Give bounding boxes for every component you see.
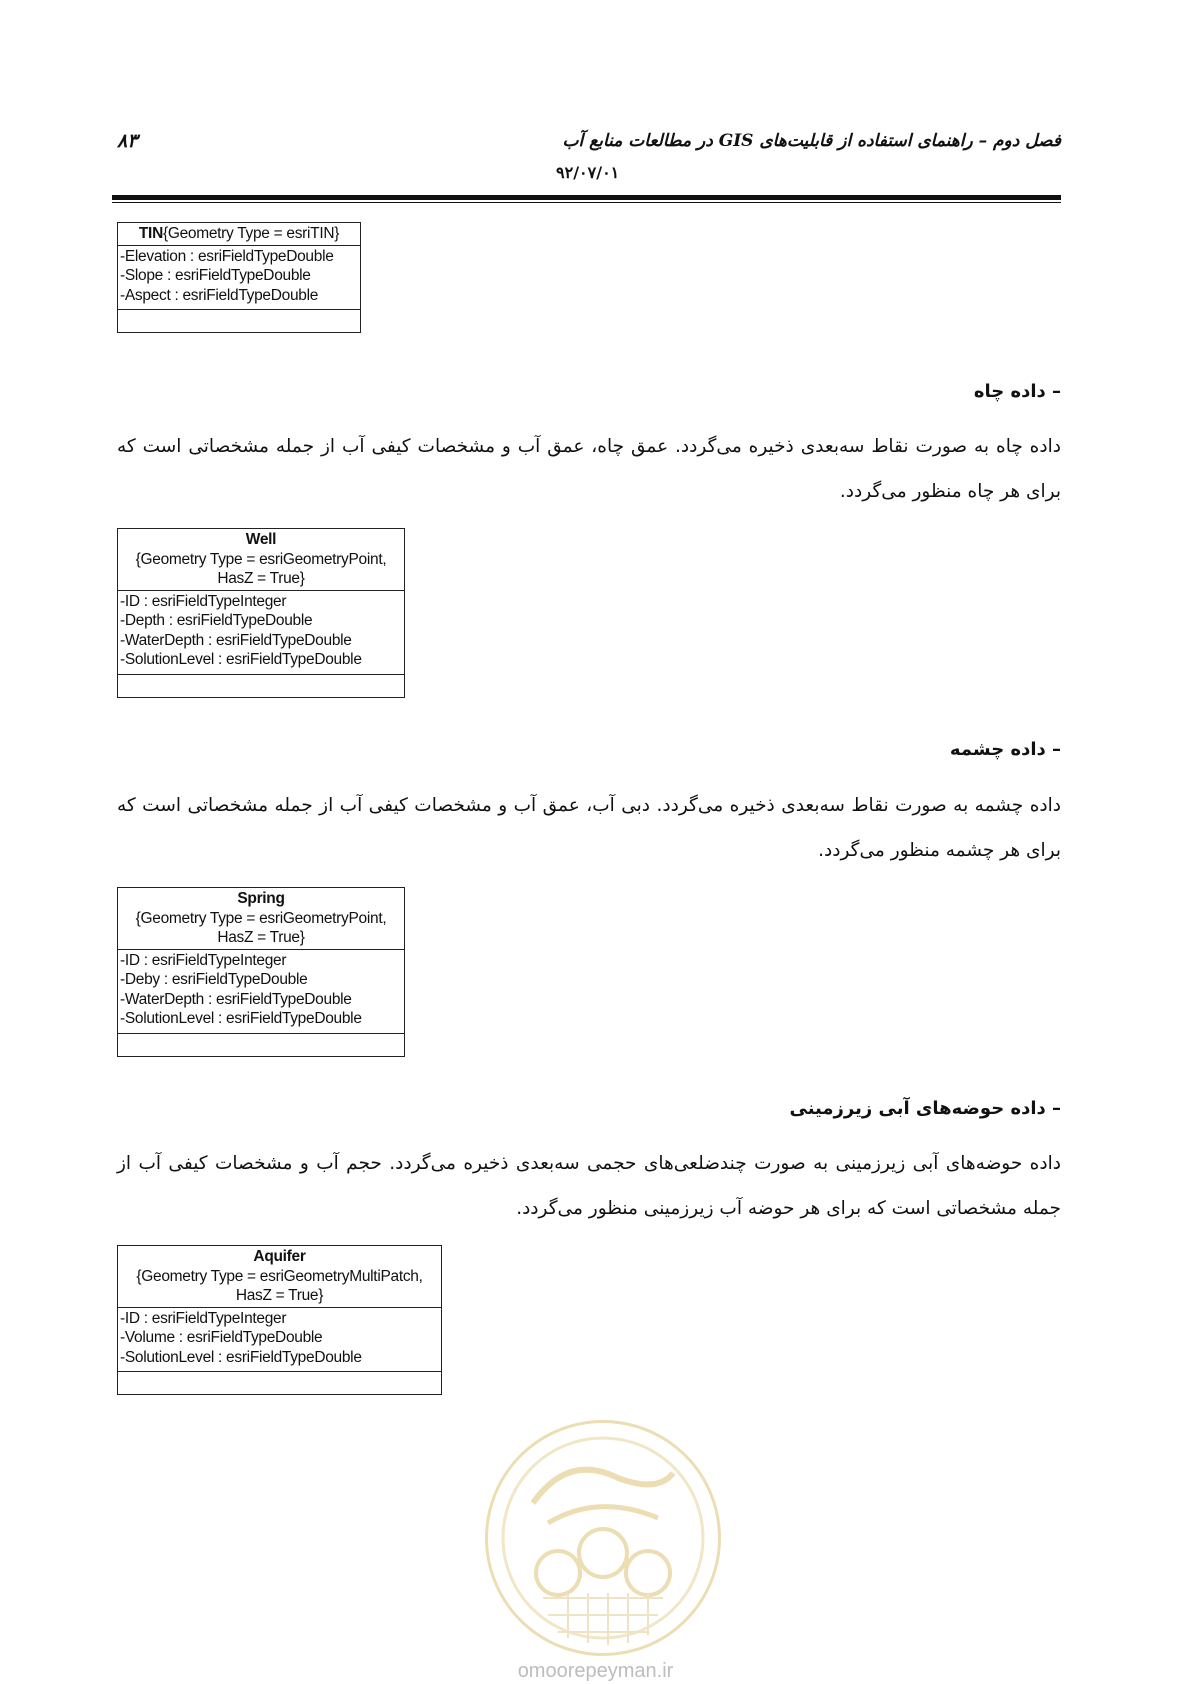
header-rule-thin bbox=[112, 202, 1061, 203]
well-paragraph: داده چاه به صورت نقاط سه‌بعدی ذخیره می‌گردد. عمق چاه، عمق آب و مشخصات کیفی آب از جمله مشخصاتی است که برای هر چاه منظور می‌گردد. bbox=[117, 436, 1061, 502]
well-class-header bbox=[118, 529, 404, 591]
spring-class-name: Spring bbox=[237, 890, 285, 907]
tin-class-geometry: {Geometry Type = esriTIN} bbox=[162, 225, 340, 242]
well-attribute: -SolutionLevel : esriFieldTypeDouble bbox=[120, 651, 362, 668]
spring-attribute: -ID : esriFieldTypeInteger bbox=[120, 951, 287, 969]
well-attribute: -Depth : esriFieldTypeDouble bbox=[120, 612, 313, 629]
watermark-seal bbox=[485, 1420, 721, 1656]
aquifer-attribute: -Volume : esriFieldTypeDouble bbox=[120, 1329, 323, 1346]
watermark-text: omoorepeyman.ir bbox=[517, 1660, 674, 1682]
header-rule-thick bbox=[112, 195, 1061, 200]
well-operations bbox=[118, 675, 404, 697]
well-class-geometry-line2: HasZ = True} bbox=[217, 570, 305, 587]
page-number: ۸۳ bbox=[117, 130, 138, 152]
header-date: ۹۲/۰۷/۰۱ bbox=[556, 163, 620, 182]
spring-paragraph: داده چشمه به صورت نقاط سه‌بعدی ذخیره می‌گردد. دبی آب، عمق آب و مشخصات کیفی آب از جمله مشخصاتی است که برای هر چشمه منظور می‌گردد. bbox=[117, 795, 1061, 861]
tin-attributes bbox=[118, 246, 360, 311]
spring-class-geometry-line2: HasZ = True} bbox=[217, 929, 305, 946]
watermark-seal-icon bbox=[488, 1423, 718, 1653]
tin-attribute: -Aspect : esriFieldTypeDouble bbox=[120, 286, 319, 304]
header-title: فصل دوم – راهنمای استفاده از قابلیت‌های GIS در مطالعات منابع آب bbox=[562, 131, 1061, 151]
well-attribute: -ID : esriFieldTypeInteger bbox=[120, 592, 287, 610]
spring-attributes bbox=[118, 950, 404, 1034]
aquifer-attribute: -ID : esriFieldTypeInteger bbox=[120, 1309, 287, 1327]
tin-class-name: TIN bbox=[138, 225, 163, 242]
aquifer-class-name: Aquifer bbox=[253, 1248, 306, 1265]
spring-class-header bbox=[118, 888, 404, 950]
well-class-name: Well bbox=[245, 531, 277, 548]
aquifer-class-geometry-line1: {Geometry Type = esriGeometryMultiPatch, bbox=[136, 1267, 423, 1285]
aquifer-class-box bbox=[117, 1245, 442, 1395]
tin-class-box bbox=[117, 222, 361, 333]
aquifer-operations bbox=[118, 1372, 441, 1394]
tin-operations bbox=[118, 310, 360, 332]
spring-class-geometry-line1: {Geometry Type = esriGeometryPoint, bbox=[135, 909, 387, 927]
aquifer-heading: – داده حوضه‌های آبی زیرزمینی bbox=[789, 1098, 1061, 1119]
spring-class-box bbox=[117, 887, 405, 1057]
well-class-geometry-line1: {Geometry Type = esriGeometryPoint, bbox=[135, 550, 387, 568]
spring-heading: – داده چشمه bbox=[949, 739, 1061, 760]
well-attributes bbox=[118, 591, 404, 675]
tin-attribute: -Elevation : esriFieldTypeDouble bbox=[120, 247, 334, 265]
well-attribute: -WaterDepth : esriFieldTypeDouble bbox=[120, 631, 352, 649]
aquifer-class-header bbox=[118, 1246, 441, 1308]
aquifer-attribute: -SolutionLevel : esriFieldTypeDouble bbox=[120, 1348, 362, 1366]
well-heading: – داده چاه bbox=[973, 381, 1061, 402]
spring-attribute: -WaterDepth : esriFieldTypeDouble bbox=[120, 990, 352, 1008]
spring-operations bbox=[118, 1034, 404, 1056]
tin-class-header bbox=[118, 223, 360, 246]
spring-attribute: -SolutionLevel : esriFieldTypeDouble bbox=[120, 1010, 362, 1027]
spring-attribute: -Deby : esriFieldTypeDouble bbox=[120, 971, 308, 988]
aquifer-class-geometry-line2: HasZ = True} bbox=[235, 1287, 324, 1304]
well-class-box bbox=[117, 528, 405, 698]
tin-attribute: -Slope : esriFieldTypeDouble bbox=[120, 267, 311, 284]
aquifer-paragraph: داده حوضه‌های آبی زیرزمینی به صورت چندضلعی‌های حجمی سه‌بعدی ذخیره می‌گردد. حجم آب و مشخصات کیفی آب از جمله مشخصاتی است که برای هر حوضه آب زیرزمینی منظور می‌گردد. bbox=[117, 1153, 1061, 1219]
aquifer-attributes bbox=[118, 1308, 441, 1373]
